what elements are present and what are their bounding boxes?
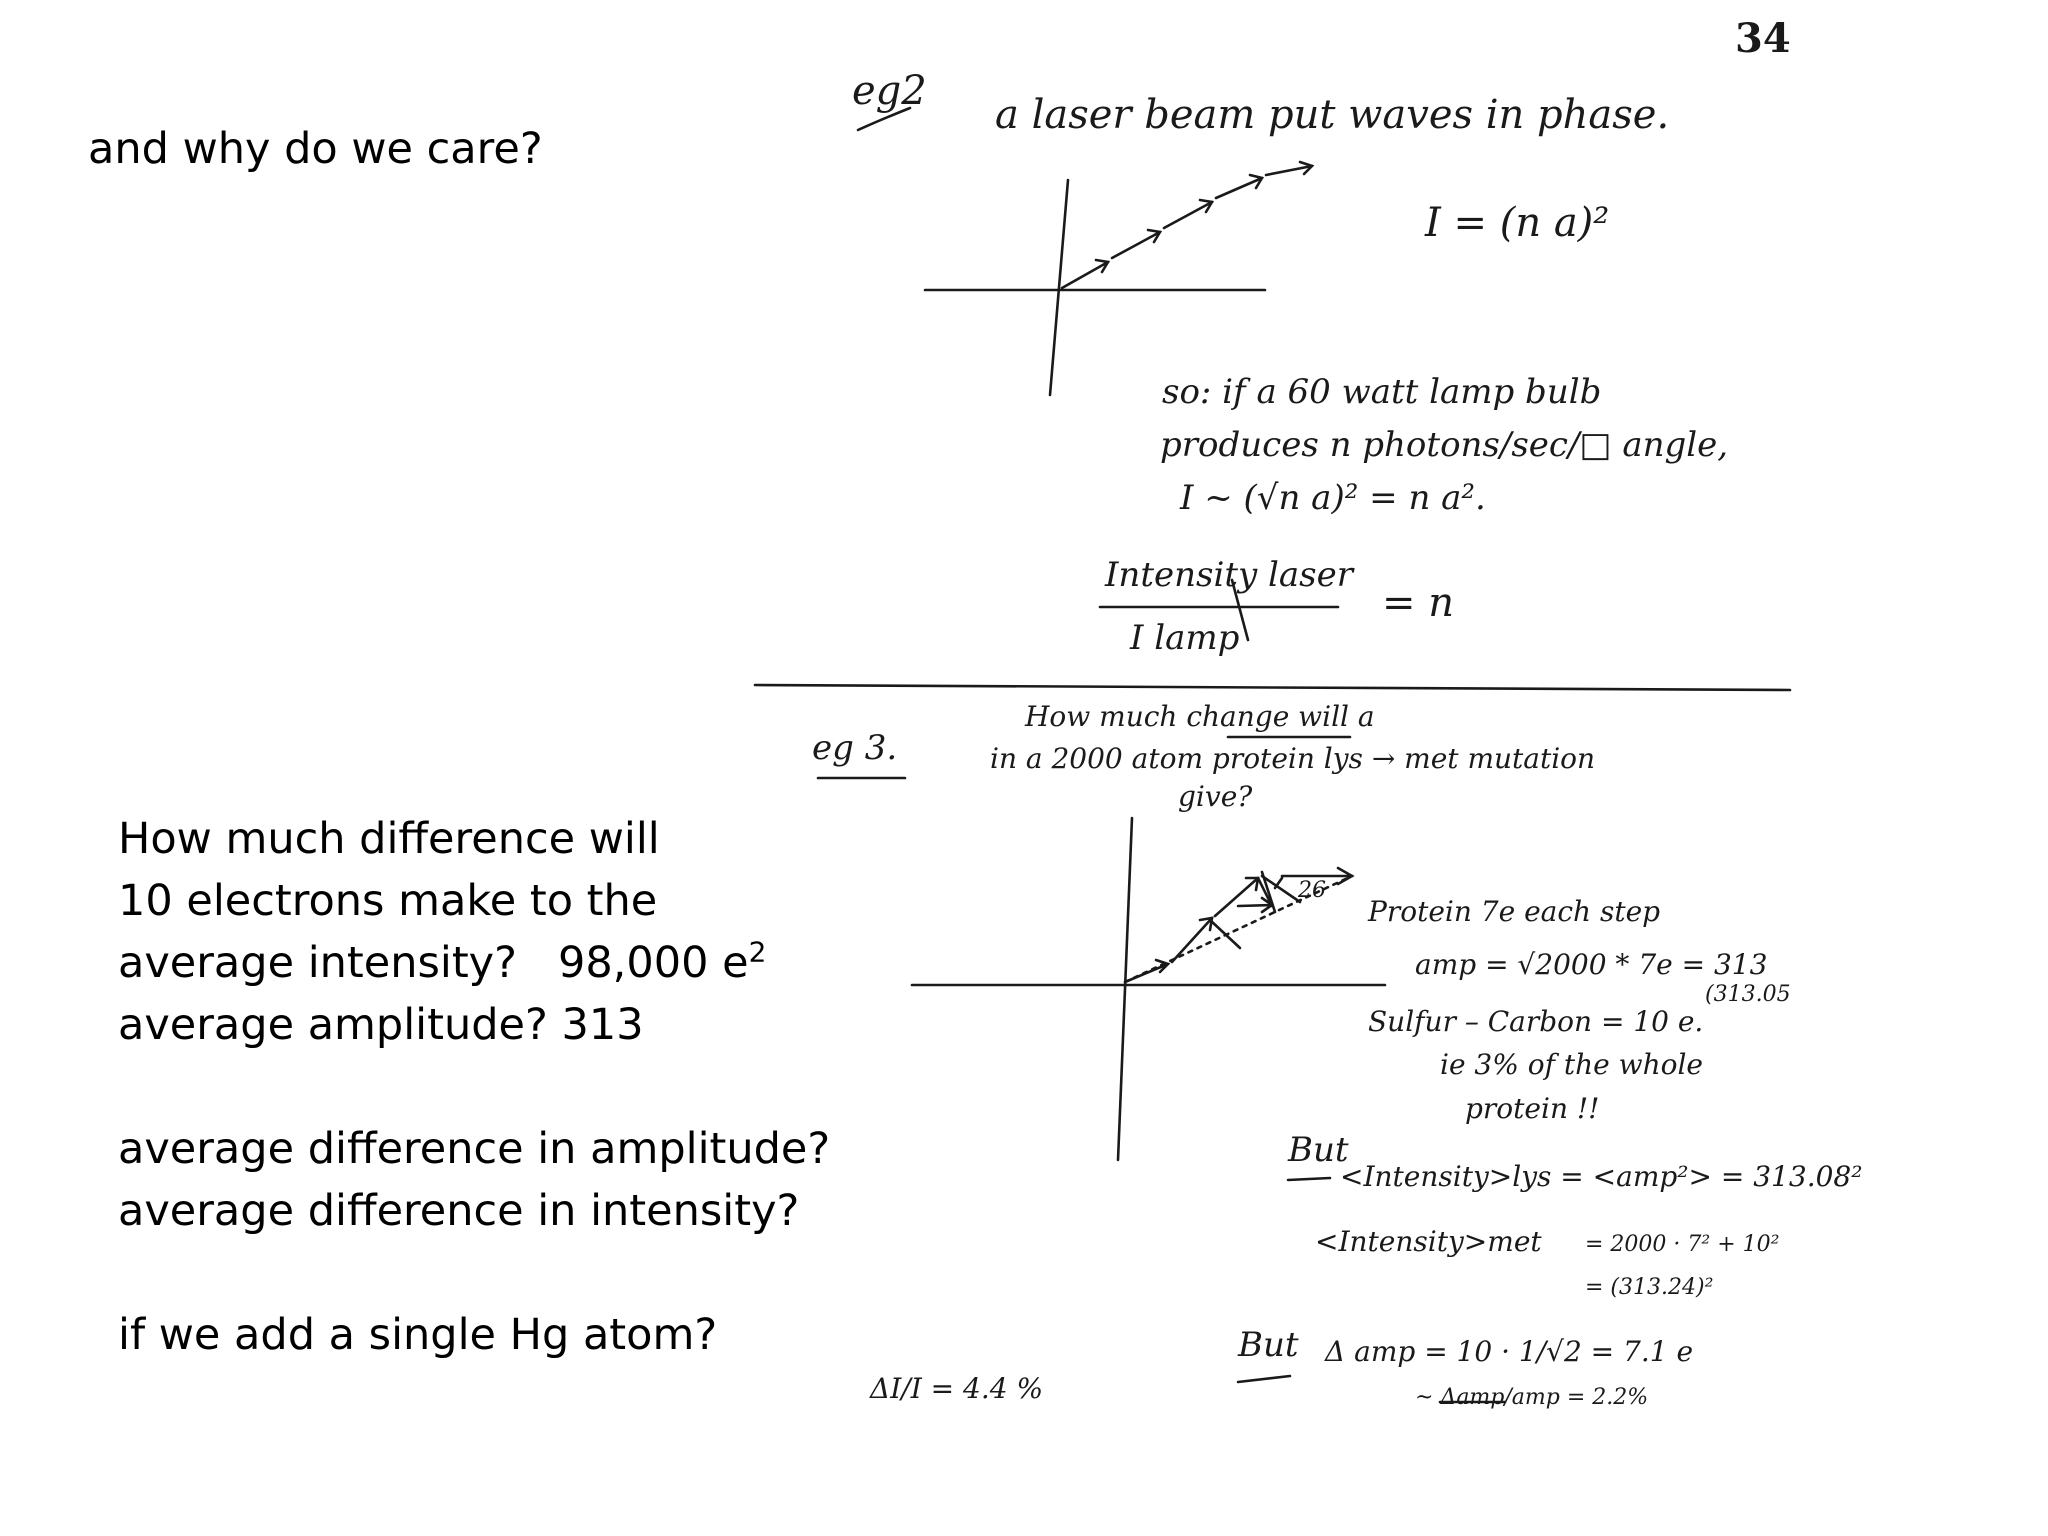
header-question: and why do we care? [88,124,543,174]
eg2-phase-arrows [1062,162,1312,288]
question-line-4: average amplitude? 313 [118,1000,644,1050]
eg3-delta-intensity: ΔI/I = 4.4 % [870,1372,1044,1405]
eg2-ratio-numerator: Intensity laser [1105,555,1353,595]
eg3-sulfur-line-2: ie 3% of the whole [1440,1048,1704,1081]
eg3-question-line-3: give? [1178,780,1253,813]
eg3-intensity-met: <Intensity>met [1315,1225,1542,1258]
but1-underline [1288,1178,1330,1180]
eg2-title: a laser beam put waves in phase. [995,92,1670,138]
eg3-vector-label: 26 [1298,878,1326,903]
eg3-delta-amp-ratio: ~ Δamp/amp = 2.2% [1415,1385,1649,1410]
intensity-answer: 98,000 e [557,938,749,988]
but2-underline [1238,1376,1290,1382]
section-divider [755,685,1790,690]
eg3-question-line-1: How much change will a [1025,700,1375,733]
eg2-ratio-denominator: I lamp [1130,618,1240,658]
question-line-5: average difference in amplitude? [118,1124,831,1174]
eg3-intensity-met-eq-1: = 2000 · 7² + 10² [1585,1232,1780,1257]
page-number: 34 [1735,15,1791,62]
question-line-7: if we add a single Hg atom? [118,1310,718,1360]
eg2-label: eg2 [852,68,927,114]
question-line-2: 10 electrons make to the [118,876,658,926]
eg3-intensity-met-eq-2: = (313.24)² [1585,1275,1714,1300]
eg2-note-line-1: so: if a 60 watt lamp bulb [1162,372,1602,412]
eg2-note-line-3: I ~ (√n a)² = n a². [1180,478,1486,518]
intensity-answer-exponent: 2 [748,935,767,969]
eg2-ratio-result: = n [1382,580,1454,626]
eg3-sulfur-line-3: protein !! [1465,1092,1600,1125]
eg3-protein-line-1: Protein 7e each step [1368,895,1661,928]
eg3-label: eg 3. [812,728,898,768]
eg3-question-line-2: in a 2000 atom protein lys → met mutation [990,742,1596,775]
eg3-but-1: But [1288,1130,1349,1170]
eg3-vertical-axis [1118,818,1132,1160]
eg3-sulfur-line-1: Sulfur – Carbon = 10 e. [1368,1005,1704,1038]
question-line-6: average difference in intensity? [118,1186,800,1236]
eg3-protein-line-3: (313.05 [1705,982,1791,1007]
question-line-1: How much difference will [118,814,660,864]
eg3-protein-line-2: amp = √2000 * 7e = 313 [1415,948,1768,981]
eg3-delta-amp: Δ amp = 10 · 1/√2 = 7.1 e [1325,1335,1694,1368]
eg3-but-2: But [1238,1325,1299,1365]
question-line-3-text: average intensity? [118,938,517,988]
eg2-note-line-2: produces n photons/sec/□ angle, [1160,425,1729,465]
eg3-intensity-lys: <Intensity>lys = <amp²> = 313.08² [1340,1160,1863,1193]
eg2-formula: I = (n a)² [1425,200,1610,246]
